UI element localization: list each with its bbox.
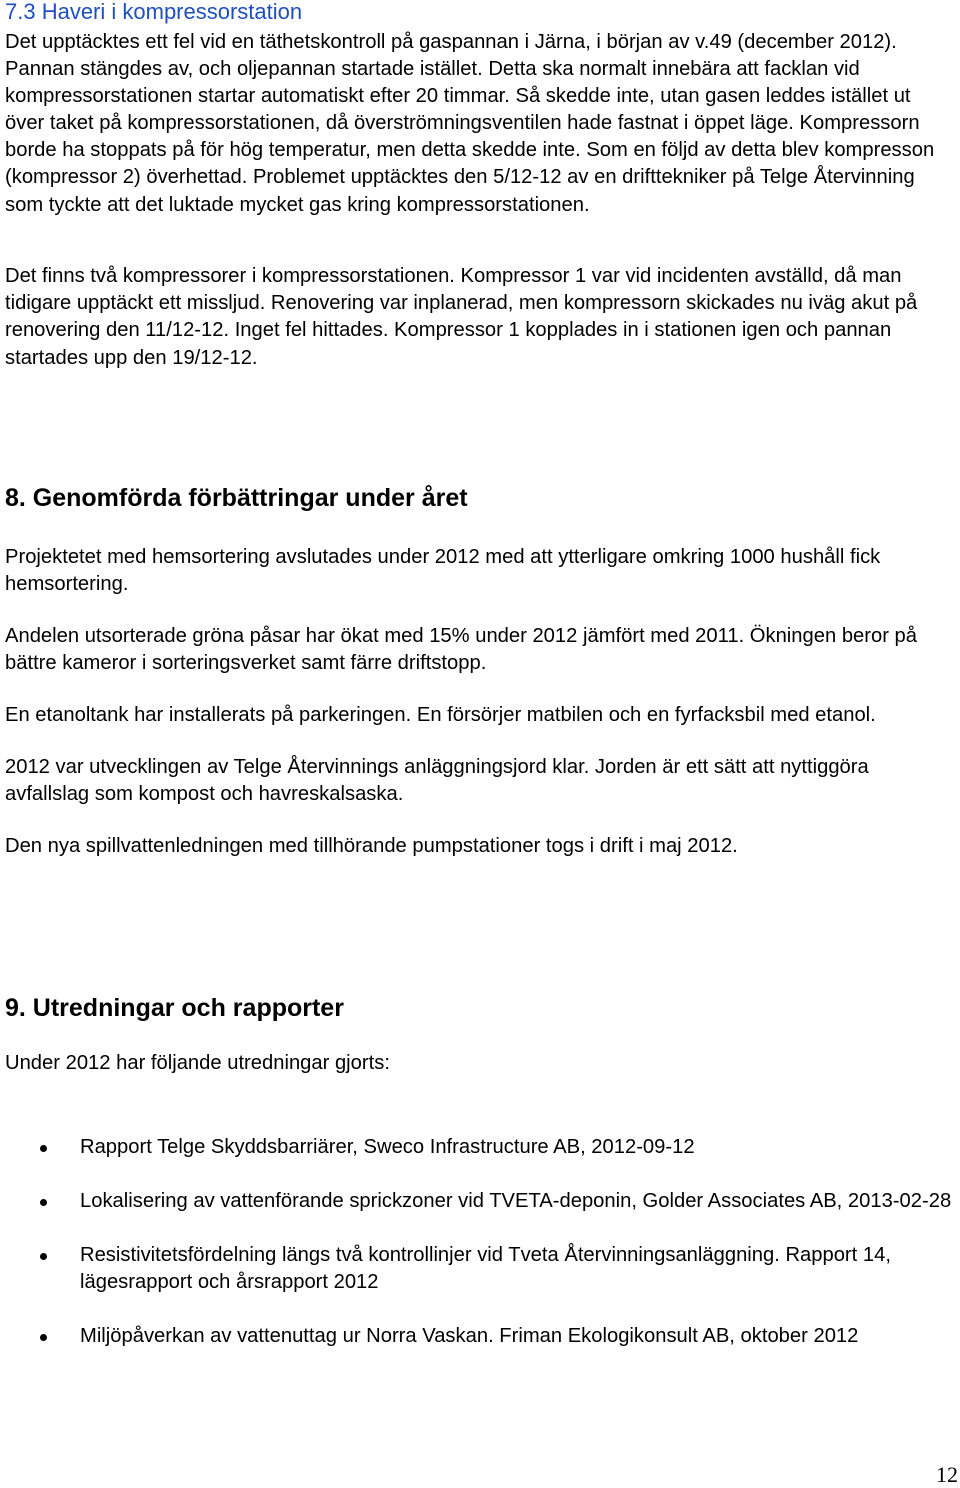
section-8-body	[5, 544, 955, 885]
bullet-icon	[40, 1145, 47, 1152]
report-list-item	[0, 1242, 955, 1296]
page-number: 12	[936, 1462, 958, 1487]
report-list-item	[0, 1188, 955, 1215]
report-list-item-text: Miljöpåverkan av vattenuttag ur Norra Vaskan. Friman Ekologikonsult AB, oktober 2012	[80, 1325, 859, 1347]
section-7-3-heading: 7.3 Haveri i kompressorstation	[5, 0, 303, 24]
section-7-3-paragraph-1: Det upptäcktes ett fel vid en täthetskontroll på gaspannan i Järna, i början av v.49 (december 2012). Pannan stängdes av, och oljepannan startade istället. Detta ska normalt innebära att facklan vid kompressorstationen startar automatiskt efter 20 timmar. Så skedde inte, utan gasen leddes istället ut över taket på kompressorstationen, då överströmningsventilen hade fastnat i öppet läge. Kompressorn borde ha stoppats på för hög temperatur, men detta skedde inte. Som en följd av detta blev kompresson (kompressor 2) överhettad. Problemet upptäcktes den 5/12-12 av en drifttekniker på Telge Återvinning som tyckte att det luktade mycket gas kring kompressorstationen.	[5, 31, 935, 216]
section-8-paragraph: En etanoltank har installerats på parkeringen. En försörjer matbilen och en fyrfacksbil med etanol.	[5, 704, 876, 726]
report-list-item-text: Resistivitetsfördelning längs två kontrollinjer vid Tveta Återvinningsanläggning. Rapport 14, lägesrapport och årsrapport 2012	[80, 1244, 891, 1293]
bullet-icon	[40, 1253, 47, 1260]
report-list-item-text: Rapport Telge Skyddsbarriärer, Sweco Infrastructure AB, 2012-09-12	[80, 1136, 695, 1158]
report-list-item	[0, 1323, 955, 1350]
section-9-intro: Under 2012 har följande utredningar gjorts:	[5, 1052, 390, 1074]
bullet-icon	[40, 1199, 47, 1206]
report-list-item-text: Lokalisering av vattenförande sprickzoner vid TVETA-deponin, Golder Associates AB, 2013-02-28	[80, 1190, 952, 1212]
section-7-3-paragraph-2: Det finns två kompressorer i kompressorstationen. Kompressor 1 var vid incidenten avställd, då man tidigare upptäckt ett missljud. Renovering var inplanerad, men kompressorn skickades nu iväg akut på renovering den 11/12-12. Inget fel hittades. Kompressor 1 kopplades in i stationen igen och pannan startades upp den 19/12-12.	[5, 265, 918, 369]
bullet-icon	[40, 1334, 47, 1341]
section-8-paragraph: Andelen utsorterade gröna påsar har ökat med 15% under 2012 jämfört med 2011. Ökningen beror på bättre kameror i sorteringsverket samt färre driftstopp.	[5, 625, 918, 674]
section-8-heading: 8. Genomförda förbättringar under året	[5, 484, 468, 512]
section-8-paragraph: 2012 var utvecklingen av Telge Återvinnings anläggningsjord klar. Jorden är ett sätt att nyttiggöra avfallslag som kompost och havreskalsaska.	[5, 756, 869, 805]
section-8-paragraph: Projektetet med hemsortering avslutades under 2012 med att ytterligare omkring 1000 hushåll fick hemsortering.	[5, 546, 881, 595]
report-list	[0, 1134, 955, 1377]
report-list-item	[0, 1134, 955, 1161]
section-8-paragraph: Den nya spillvattenledningen med tillhörande pumpstationer togs i drift i maj 2012.	[5, 835, 738, 857]
section-9-heading: 9. Utredningar och rapporter	[5, 994, 344, 1022]
